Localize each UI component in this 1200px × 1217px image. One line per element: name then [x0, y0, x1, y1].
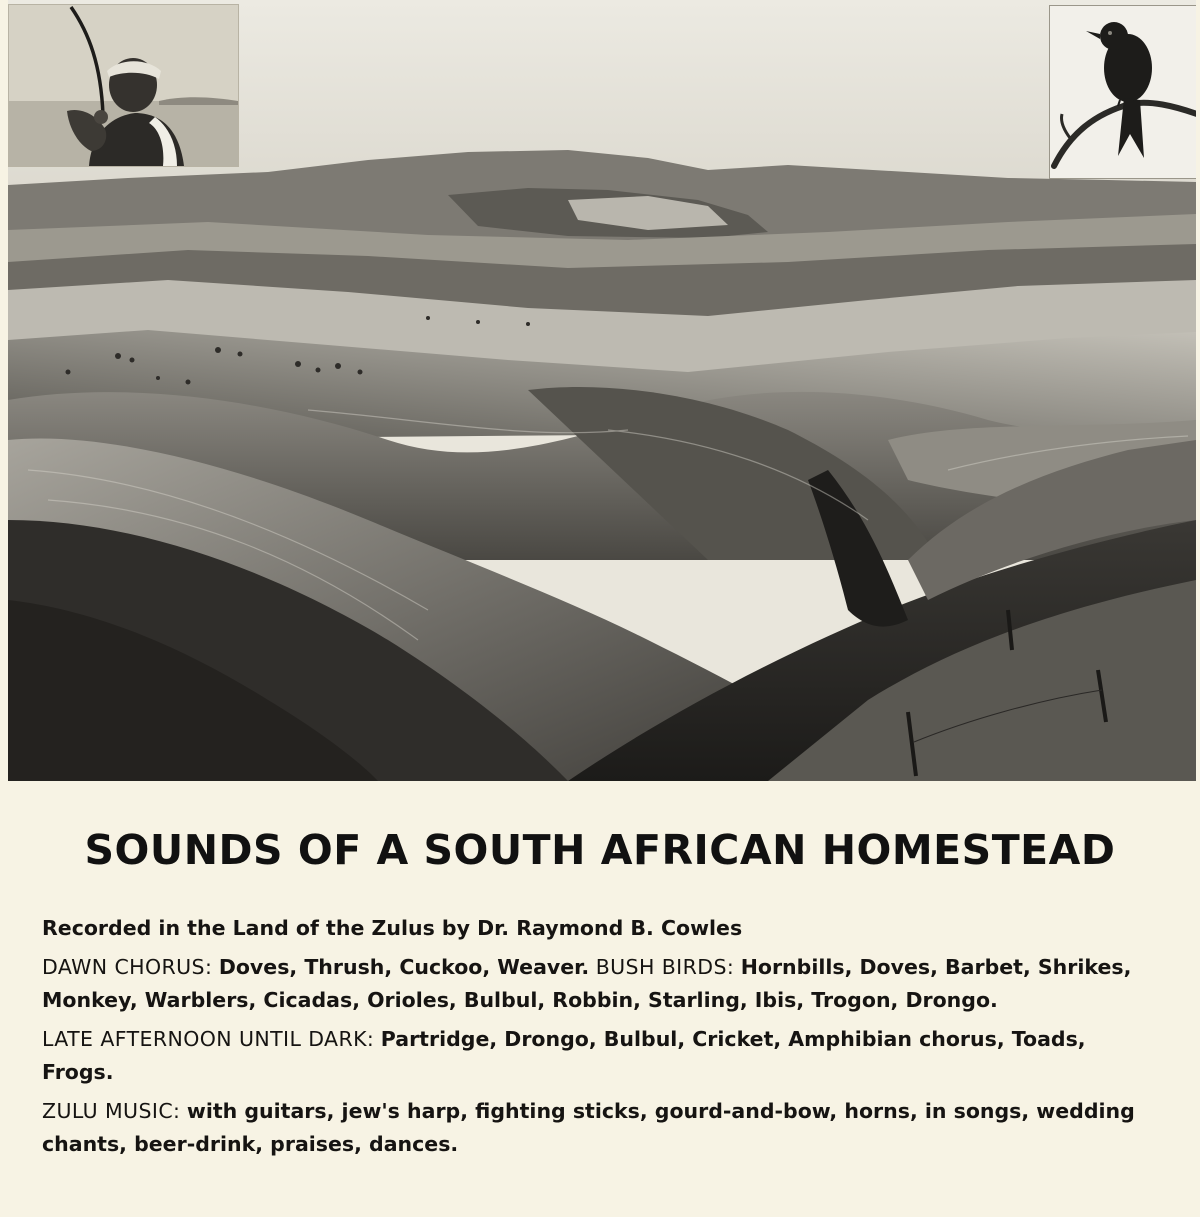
musician-illustration — [9, 5, 238, 166]
section-items: Doves, Thrush, Cuckoo, Weaver. — [218, 955, 590, 979]
section-items: with guitars, jew's harp, fighting sticks, gourd-and-bow, horns, in songs, wedding chants, beer-drink, praises, dances. — [42, 1099, 1135, 1156]
section-late-afternoon — [42, 1023, 1154, 1089]
zulu-musician-photo — [8, 4, 239, 167]
section-heading: LATE AFTERNOON UNTIL DARK: — [42, 1027, 375, 1051]
bird-illustration — [1050, 6, 1196, 178]
photo-collage — [8, 0, 1196, 781]
recording-credit: Recorded in the Land of the Zulus by Dr. Raymond B. Cowles — [42, 916, 743, 940]
drongo-bird-photo — [1049, 5, 1196, 179]
section-items: Hornbills, Doves, Barbet, Shrikes, Monkey, Warblers, Cicadas, Orioles, Bulbul, Robbin, Starling, Ibis, Trogon, Drongo. — [42, 955, 1132, 1012]
section-zulu-music — [42, 1095, 1154, 1161]
section-dawn-bush — [42, 951, 1154, 1017]
section-heading: BUSH BIRDS: — [595, 955, 735, 979]
section-heading: ZULU MUSIC: — [42, 1099, 181, 1123]
section-items: Partridge, Drongo, Bulbul, Cricket, Amphibian chorus, Toads, Frogs. — [42, 1027, 1086, 1084]
page-title: SOUNDS OF A SOUTH AFRICAN HOMESTEAD — [84, 826, 1116, 874]
recording-description — [42, 912, 1154, 1167]
section-heading: DAWN CHORUS: — [42, 955, 213, 979]
